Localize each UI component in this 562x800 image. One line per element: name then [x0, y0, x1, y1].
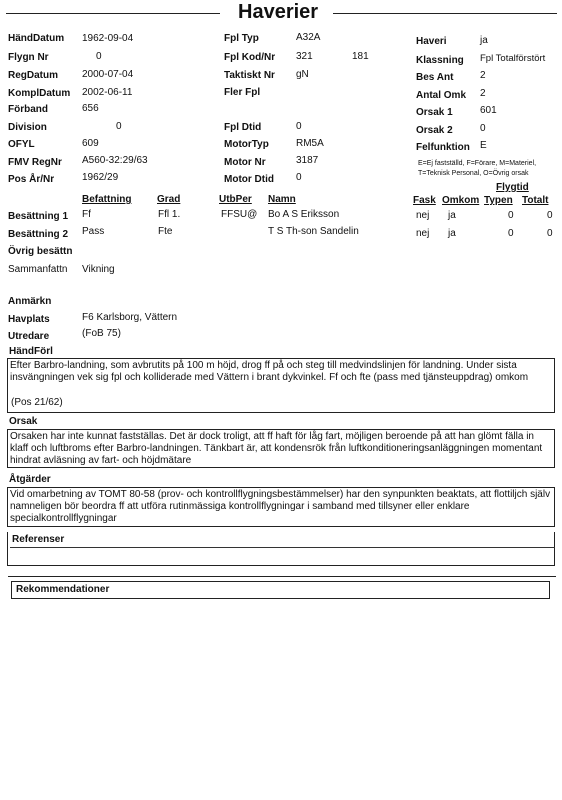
- field-label: Orsak 1: [416, 107, 453, 118]
- title-rule-left: [6, 13, 220, 14]
- field-value: 0: [296, 172, 302, 183]
- orsak-box: [7, 429, 555, 468]
- field-label: Fpl Dtid: [224, 122, 262, 133]
- cell-totalt: 0: [547, 210, 553, 221]
- orsak-legend-line2: T=Teknisk Personal, O=Övrig orsak: [418, 170, 529, 177]
- col-header-grad: Grad: [157, 194, 181, 205]
- field-label: FMV RegNr: [8, 157, 62, 168]
- col-header-typen: Typen: [484, 195, 513, 206]
- field-value: RM5A: [296, 138, 324, 149]
- atgarder-box: [7, 487, 555, 527]
- field-value: 0: [296, 121, 302, 132]
- field-label: Klassning: [416, 55, 464, 66]
- field-value: ja: [480, 35, 488, 46]
- field-label: Taktiskt Nr: [224, 70, 275, 81]
- field-value: 2002-06-11: [82, 87, 133, 98]
- ovrig-besattn-label: Övrig besättn: [8, 246, 73, 257]
- page-separator: [8, 576, 556, 577]
- field-value: 2: [480, 88, 486, 99]
- atgarder-text: Vid omarbetning av TOMT 80-58 (prov- och kontrollflygningsbestämmelser) har den synpunkten beaktats, att flottiljch själv namneligen bör beordra ff att utföra rutinmässiga kontrollflygningar i samband med tillsyner eller enklare specialkontrollflygningar: [10, 489, 551, 524]
- field-value: 0: [96, 51, 102, 62]
- field-label: Haveri: [416, 36, 447, 47]
- field-label: Motor Dtid: [224, 174, 274, 185]
- cell-utbper: FFSU@: [221, 209, 258, 220]
- field-value: 2000-07-04: [82, 69, 134, 80]
- field-value: 2: [480, 70, 486, 81]
- field-label: OFYL: [8, 139, 35, 150]
- utredare-value: (FoB 75): [82, 328, 121, 339]
- field-value: E: [480, 140, 487, 151]
- field-value: 0: [116, 121, 122, 132]
- orsak-legend-line1: E=Ej fastställd, F=Förare, M=Materiel,: [418, 160, 537, 167]
- col-header-totalt: Totalt: [522, 195, 549, 206]
- field-label: HändDatum: [8, 33, 65, 44]
- sammanfattn-label: Sammanfattn: [8, 264, 68, 275]
- col-header-flygtid: Flygtid: [496, 182, 529, 193]
- col-header-fask: Fask: [413, 195, 436, 206]
- orsak-text: Orsaken har inte kunnat fastställas. Det är dock troligt, att ff haft för låg fart, möjligen beroende på att han glömt fälla in klaff och luftbroms efter Barbro-landningen. Tänkbart är, att kondensrök från luftkonditioneringsanläggningen momentant hindrat avläsning av fart- och höjdmätare: [10, 431, 543, 466]
- cell-fask: nej: [416, 210, 430, 221]
- cell-totalt: 0: [547, 228, 553, 239]
- row-label: Besättning 2: [8, 229, 69, 240]
- row-label: Besättning 1: [8, 211, 69, 222]
- field-label: Pos År/Nr: [8, 174, 55, 185]
- cell-typen: 0: [508, 210, 514, 221]
- field-label: MotorTyp: [224, 139, 269, 150]
- field-value: gN: [296, 69, 309, 80]
- field-label: Felfunktion: [416, 142, 470, 153]
- havplats-label: Havplats: [8, 314, 50, 325]
- sammanfattn-value: Vikning: [82, 264, 115, 275]
- field-label: Fpl Kod/Nr: [224, 52, 276, 63]
- field-value: 3187: [296, 155, 319, 166]
- field-label: Antal Omk: [416, 90, 467, 101]
- anmarkn-label: Anmärkn: [8, 296, 52, 307]
- handforl-label: HändFörl: [9, 346, 53, 357]
- title-rule-right: [333, 13, 557, 14]
- havplats-value: F6 Karlsborg, Vättern: [82, 312, 178, 323]
- referenser-rule: [10, 547, 555, 548]
- field-value: 1962-09-04: [82, 33, 134, 44]
- field-value: A32A: [296, 32, 321, 43]
- field-value: 0: [480, 123, 486, 134]
- field-label: KomplDatum: [8, 88, 71, 99]
- page-title: Haverier: [238, 1, 319, 23]
- cell-grad: Ffl 1.: [158, 209, 181, 220]
- cell-befattning: Pass: [82, 226, 105, 237]
- field-value-2: 181: [352, 51, 369, 62]
- cell-grad: Fte: [158, 226, 173, 237]
- utredare-label: Utredare: [8, 331, 50, 342]
- rekommendationer-label: Rekommendationer: [16, 584, 110, 595]
- field-label: Flygn Nr: [8, 52, 49, 63]
- field-label: Division: [8, 122, 47, 133]
- col-header-omkom: Omkom: [442, 195, 480, 206]
- referenser-label: Referenser: [12, 534, 65, 545]
- col-header-befattning: Befattning: [82, 194, 132, 205]
- cell-befattning: Ff: [82, 209, 91, 220]
- orsak-label: Orsak: [9, 416, 38, 427]
- rekommendationer-box: [11, 581, 550, 599]
- cell-omkom: ja: [448, 210, 456, 221]
- field-label: Fpl Typ: [224, 33, 259, 44]
- handforl-note: (Pos 21/62): [11, 397, 63, 408]
- field-label: Fler Fpl: [224, 87, 261, 98]
- field-value: 321: [296, 51, 313, 62]
- field-label: Orsak 2: [416, 125, 453, 136]
- field-value: 609: [82, 138, 99, 149]
- cell-namn: T S Th-son Sandelin: [268, 226, 359, 237]
- field-label: Bes Ant: [416, 72, 454, 83]
- handforl-text: Efter Barbro-landning, som avbrutits på 100 m höjd, drog ff på och steg till medvindslinjen för landning. Under sista insvängningen vek sig fpl och kolliderade med Vättern i brant dykvinkel. Ff och fte (pass med tjänsteuppdrag) omkom: [10, 360, 529, 383]
- field-value: 656: [82, 103, 99, 114]
- atgarder-label: Åtgärder: [9, 474, 51, 485]
- col-header-namn: Namn: [268, 194, 296, 205]
- cell-typen: 0: [508, 228, 514, 239]
- cell-namn: Bo A S Eriksson: [268, 209, 340, 220]
- field-label: RegDatum: [8, 70, 59, 81]
- field-value: 1962/29: [82, 172, 119, 183]
- field-label: Motor Nr: [224, 157, 266, 168]
- field-label: Förband: [8, 104, 48, 115]
- handforl-box: [7, 358, 555, 413]
- field-value: A560-32:29/63: [82, 155, 148, 166]
- field-value: 601: [480, 105, 497, 116]
- field-value: Fpl Totalförstört: [480, 53, 546, 64]
- referenser-box: [7, 532, 555, 566]
- cell-omkom: ja: [448, 228, 456, 239]
- col-header-utbper: UtbPer: [219, 194, 252, 205]
- cell-fask: nej: [416, 228, 430, 239]
